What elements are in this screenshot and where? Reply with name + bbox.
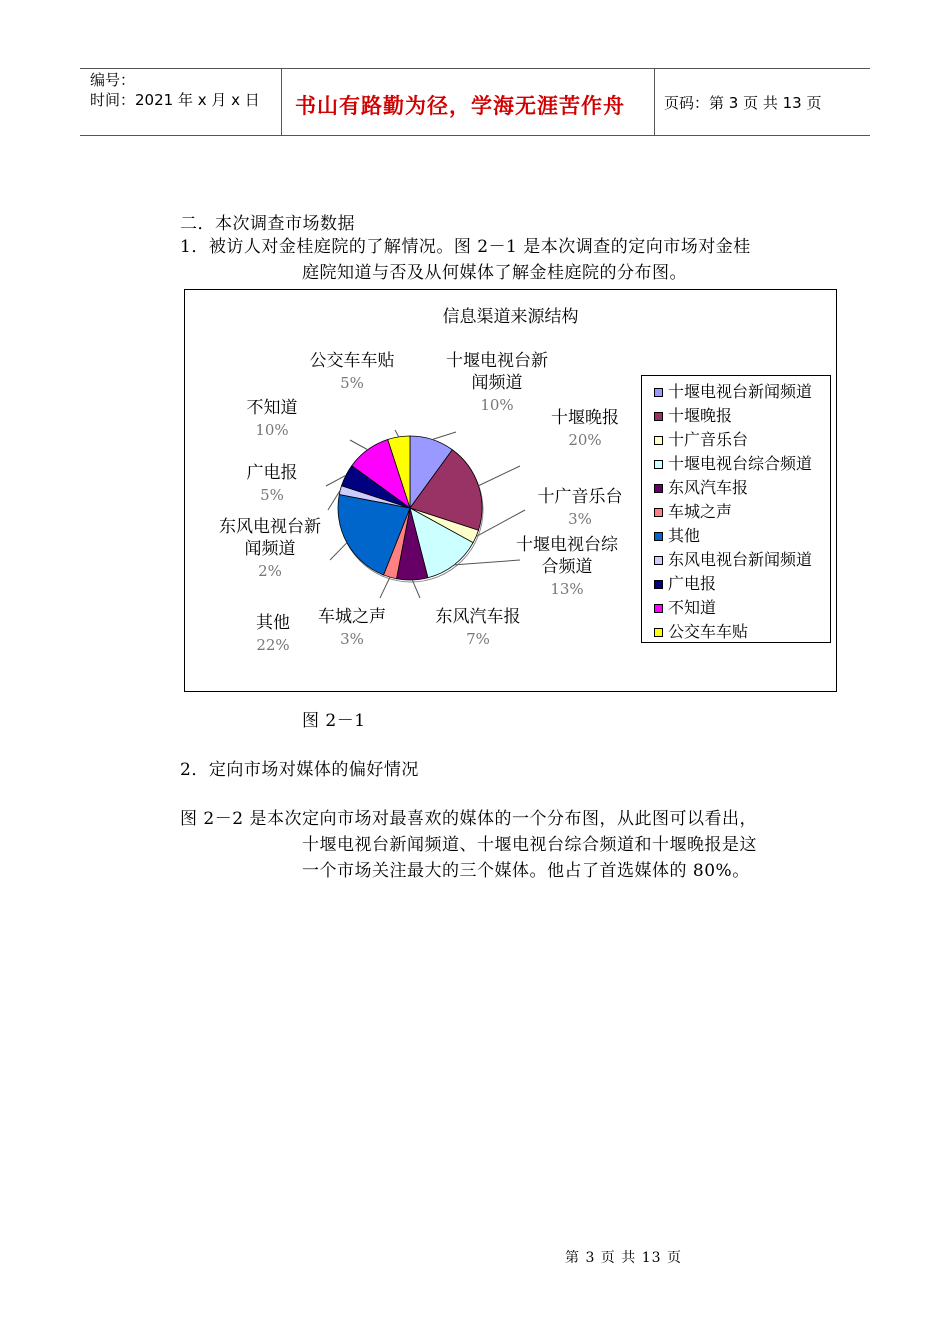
legend-swatch [654, 388, 663, 397]
legend-label: 车城之声 [668, 502, 733, 521]
legend-label: 东风汽车报 [668, 478, 749, 497]
item1-line1: 1．被访人对金桂庭院的了解情况。图 2－1 是本次调查的定向市场对金桂 [180, 237, 751, 257]
slice-label: 不知道 [246, 398, 298, 418]
legend-swatch [654, 508, 663, 517]
slice-label: 东风电视台新 [219, 517, 321, 537]
page-indicator: 页码：第 3 页 共 13 页 [664, 94, 822, 112]
legend-label: 公交车车贴 [668, 622, 749, 641]
item1-line2: 庭院知道与否及从何媒体了解金桂庭院的分布图。 [302, 263, 687, 283]
legend-swatch [654, 556, 663, 565]
slice-label: 闻频道 [471, 373, 523, 393]
legend-swatch [654, 412, 663, 421]
legend-swatch [654, 628, 663, 637]
slice-percent-label: 7% [466, 630, 490, 648]
slice-percent-label: 13% [550, 580, 584, 598]
slice-percent-label: 20% [568, 431, 602, 449]
slice-label: 公交车车贴 [309, 351, 395, 371]
legend-label: 不知道 [668, 598, 717, 617]
leader-line [454, 560, 520, 565]
leader-line [395, 430, 399, 437]
slice-percent-label: 5% [260, 486, 284, 504]
chart-title: 信息渠道来源结构 [442, 307, 579, 327]
leader-line [478, 466, 520, 486]
slice-label: 广电报 [246, 463, 298, 483]
legend-label: 十广音乐台 [668, 430, 749, 449]
legend-label: 广电报 [668, 574, 717, 593]
leader-line [350, 440, 368, 450]
leader-line [380, 577, 390, 598]
para-line3: 一个市场关注最大的三个媒体。他占了首选媒体的 80%。 [302, 861, 750, 881]
leader-line [412, 580, 420, 598]
legend-label: 东风电视台新闻频道 [668, 550, 813, 569]
para-line1: 图 2－2 是本次定向市场对最喜欢的媒体的一个分布图，从此图可以看出， [180, 809, 757, 829]
legend-swatch [654, 484, 663, 493]
doc-time-label: 时间：2021 年 x 月 x 日 [90, 91, 260, 109]
item2-heading: 2．定向市场对媒体的偏好情况 [180, 760, 419, 780]
legend-label: 其他 [668, 526, 701, 545]
slice-label: 其他 [256, 613, 290, 633]
legend-swatch [654, 460, 663, 469]
slice-percent-label: 10% [480, 396, 514, 414]
slice-percent-label: 3% [340, 630, 364, 648]
para-line2: 十堰电视台新闻频道、十堰电视台综合频道和十堰晚报是这 [302, 835, 757, 855]
figure-caption: 图 2－1 [302, 711, 366, 731]
legend-label: 十堰电视台综合频道 [668, 454, 813, 473]
section-heading: 二．本次调查市场数据 [180, 214, 355, 234]
doc-number-label: 编号： [90, 71, 136, 89]
page-footer: 第 3 页 共 13 页 [565, 1250, 682, 1266]
slice-label: 闻频道 [244, 539, 296, 559]
chart-legend [641, 375, 831, 643]
legend-swatch [654, 604, 663, 613]
leader-line [476, 510, 525, 537]
legend-swatch [654, 532, 663, 541]
slice-label: 十堰晚报 [551, 408, 619, 428]
leader-line [432, 432, 456, 440]
slice-label: 十广音乐台 [537, 487, 623, 507]
slice-percent-label: 10% [255, 421, 289, 439]
slice-percent-label: 3% [568, 510, 592, 528]
slice-percent-label: 2% [258, 562, 282, 580]
legend-swatch [654, 580, 663, 589]
legend-label: 十堰晚报 [668, 406, 733, 425]
leader-line [330, 543, 347, 560]
slice-percent-label: 5% [340, 374, 364, 392]
slice-label: 合频道 [541, 557, 593, 577]
slice-label: 十堰电视台综 [516, 535, 618, 555]
legend-label: 十堰电视台新闻频道 [668, 382, 813, 401]
slice-label: 十堰电视台新 [446, 351, 548, 371]
legend-swatch [654, 436, 663, 445]
slice-percent-label: 22% [256, 636, 290, 654]
header-motto: 书山有路勤为径，学海无涯苦作舟 [295, 94, 625, 118]
slice-label: 车城之声 [318, 607, 386, 627]
slice-label: 东风汽车报 [435, 607, 521, 627]
